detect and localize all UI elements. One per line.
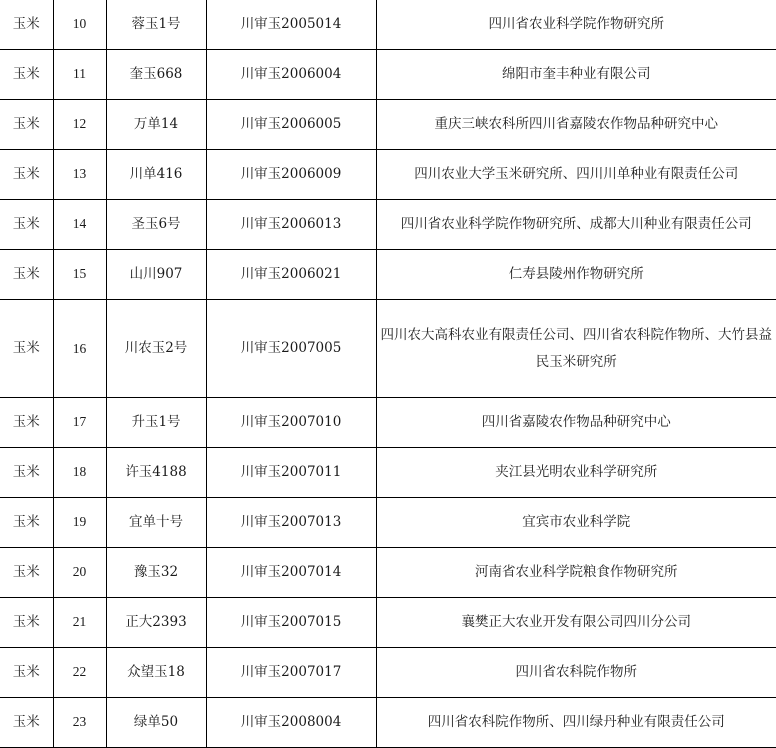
number-cell: 14 — [53, 200, 106, 250]
table-row — [0, 548, 776, 598]
applicant-unit-cell: 四川省农科院作物所、四川绿丹种业有限责任公司 — [376, 698, 776, 748]
crop-cell: 玉米 — [0, 250, 53, 300]
variety-cell: 宜单十号 — [106, 498, 206, 548]
variety-cell: 许玉4188 — [106, 448, 206, 498]
variety-cell: 山川907 — [106, 250, 206, 300]
applicant-unit-cell: 绵阳市奎丰种业有限公司 — [376, 50, 776, 100]
table-row — [0, 100, 776, 150]
number-cell: 19 — [53, 498, 106, 548]
number-cell: 16 — [53, 300, 106, 398]
variety-cell: 众望玉18 — [106, 648, 206, 698]
variety-cell: 正大2393 — [106, 598, 206, 648]
table-row — [0, 150, 776, 200]
number-cell: 10 — [53, 0, 106, 50]
crop-cell: 玉米 — [0, 648, 53, 698]
approval-number-cell: 川审玉2005014 — [206, 0, 376, 50]
table-row — [0, 448, 776, 498]
approval-number-cell: 川审玉2006004 — [206, 50, 376, 100]
applicant-unit-cell: 四川农业大学玉米研究所、四川川单种业有限责任公司 — [376, 150, 776, 200]
table-row — [0, 648, 776, 698]
approval-number-cell: 川审玉2006013 — [206, 200, 376, 250]
approval-number-cell: 川审玉2008004 — [206, 698, 376, 748]
approval-number-cell: 川审玉2006009 — [206, 150, 376, 200]
number-cell: 21 — [53, 598, 106, 648]
table-row — [0, 250, 776, 300]
crop-cell: 玉米 — [0, 398, 53, 448]
variety-cell: 蓉玉1号 — [106, 0, 206, 50]
applicant-unit-cell: 四川省农业科学院作物研究所 — [376, 0, 776, 50]
variety-cell: 升玉1号 — [106, 398, 206, 448]
variety-cell: 万单14 — [106, 100, 206, 150]
approval-number-cell: 川审玉2007011 — [206, 448, 376, 498]
applicant-unit-cell: 四川省嘉陵农作物品种研究中心 — [376, 398, 776, 448]
number-cell: 13 — [53, 150, 106, 200]
table-row — [0, 0, 776, 50]
approval-number-cell: 川审玉2007010 — [206, 398, 376, 448]
applicant-unit-cell: 四川省农业科学院作物研究所、成都大川种业有限责任公司 — [376, 200, 776, 250]
table-row — [0, 300, 776, 398]
crop-cell: 玉米 — [0, 598, 53, 648]
variety-cell: 绿单50 — [106, 698, 206, 748]
number-cell: 23 — [53, 698, 106, 748]
crop-cell: 玉米 — [0, 498, 53, 548]
number-cell: 22 — [53, 648, 106, 698]
table-row — [0, 598, 776, 648]
applicant-unit-cell: 襄樊正大农业开发有限公司四川分公司 — [376, 598, 776, 648]
approval-number-cell: 川审玉2006021 — [206, 250, 376, 300]
crop-cell: 玉米 — [0, 448, 53, 498]
crop-cell: 玉米 — [0, 698, 53, 748]
approval-number-cell: 川审玉2007013 — [206, 498, 376, 548]
crop-cell: 玉米 — [0, 300, 53, 398]
crop-cell: 玉米 — [0, 50, 53, 100]
crop-cell: 玉米 — [0, 150, 53, 200]
crop-cell: 玉米 — [0, 0, 53, 50]
approval-number-cell: 川审玉2007014 — [206, 548, 376, 598]
number-cell: 20 — [53, 548, 106, 598]
approval-number-cell: 川审玉2007015 — [206, 598, 376, 648]
number-cell: 12 — [53, 100, 106, 150]
table-row — [0, 698, 776, 748]
variety-cell: 川农玉2号 — [106, 300, 206, 398]
applicant-unit-cell: 夹江县光明农业科学研究所 — [376, 448, 776, 498]
table-row — [0, 498, 776, 548]
number-cell: 11 — [53, 50, 106, 100]
number-cell: 18 — [53, 448, 106, 498]
number-cell: 17 — [53, 398, 106, 448]
applicant-unit-cell: 河南省农业科学院粮食作物研究所 — [376, 548, 776, 598]
table-row — [0, 200, 776, 250]
number-cell: 15 — [53, 250, 106, 300]
applicant-unit-cell: 重庆三峡农科所四川省嘉陵农作物品种研究中心 — [376, 100, 776, 150]
applicant-unit-cell: 四川农大高科农业有限责任公司、四川省农科院作物所、大竹县益民玉米研究所 — [376, 300, 776, 398]
crop-cell: 玉米 — [0, 100, 53, 150]
variety-cell: 豫玉32 — [106, 548, 206, 598]
table-row — [0, 50, 776, 100]
crop-cell: 玉米 — [0, 548, 53, 598]
applicant-unit-cell: 四川省农科院作物所 — [376, 648, 776, 698]
table-row — [0, 398, 776, 448]
applicant-unit-cell: 仁寿县陵州作物研究所 — [376, 250, 776, 300]
variety-cell: 川单416 — [106, 150, 206, 200]
variety-cell: 圣玉6号 — [106, 200, 206, 250]
approval-number-cell: 川审玉2007017 — [206, 648, 376, 698]
variety-cell: 奎玉668 — [106, 50, 206, 100]
crop-cell: 玉米 — [0, 200, 53, 250]
approval-number-cell: 川审玉2006005 — [206, 100, 376, 150]
approval-number-cell: 川审玉2007005 — [206, 300, 376, 398]
applicant-unit-cell: 宜宾市农业科学院 — [376, 498, 776, 548]
